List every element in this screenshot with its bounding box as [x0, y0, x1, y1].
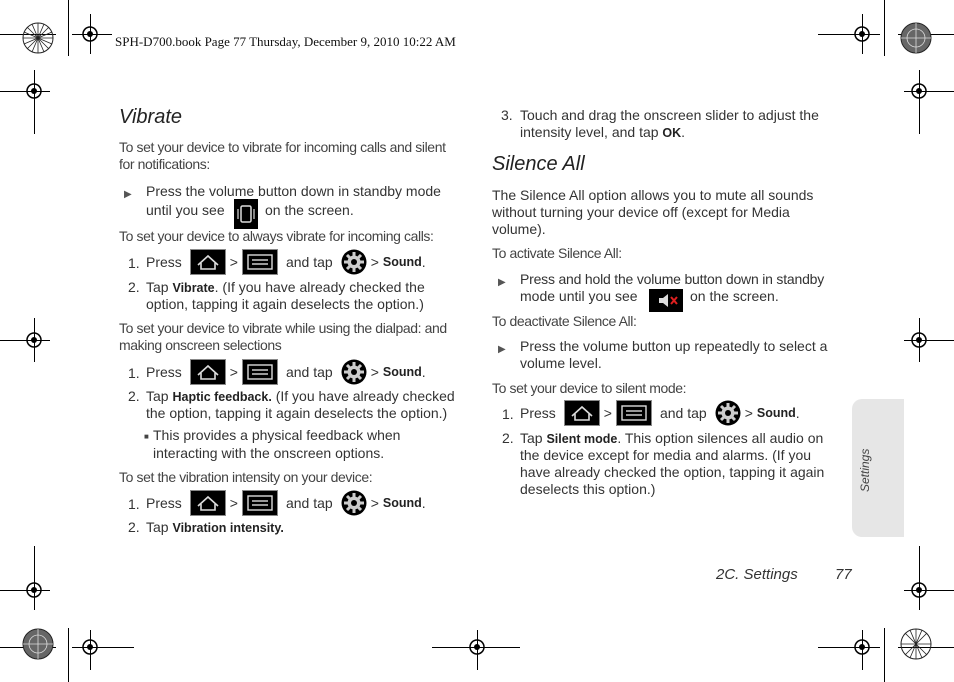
- crosshair-icon: [909, 580, 929, 600]
- vibrate-bullet-line2: until you see: [146, 202, 225, 218]
- greater-than: >: [229, 364, 238, 380]
- deactivate-intro: To deactivate Silence All:: [492, 313, 637, 329]
- step3-line1: Touch and drag the onscreen slider to adjust the: [520, 107, 819, 123]
- home-key-icon: [190, 249, 226, 275]
- always-step2-text: . (If you have already checked the: [214, 279, 425, 295]
- crosshair-icon: [467, 637, 487, 657]
- registration-target-icon: [900, 628, 932, 660]
- crosshair-icon: [852, 637, 872, 657]
- silence-all-title: Silence All: [492, 153, 585, 175]
- activate-bullet-line2: mode until you see: [520, 288, 638, 304]
- tap-label: Tap: [146, 279, 169, 295]
- always-step2-line1: [146, 279, 425, 297]
- home-key-icon: [564, 400, 600, 426]
- period: .: [681, 124, 686, 140]
- silent-mode-label: Silent mode: [546, 432, 618, 446]
- and-tap-label: and tap: [659, 405, 707, 421]
- step-press-label: Press: [146, 495, 182, 511]
- period: .: [795, 405, 800, 421]
- period: .: [421, 364, 426, 380]
- haptic-step-line1: [146, 388, 455, 406]
- haptic-step-line2: the option, tapping it again deselects the option.): [146, 405, 448, 421]
- sound-label: Sound: [382, 255, 422, 269]
- intensity-intro: To set the vibration intensity on your device:: [119, 469, 373, 485]
- and-tap-label: and tap: [285, 495, 333, 511]
- crosshair-icon: [80, 637, 100, 657]
- crosshair-icon: [24, 580, 44, 600]
- step3-text: intensity level, and tap: [520, 124, 659, 140]
- greater-than: >: [370, 495, 379, 511]
- menu-key-icon: [242, 359, 278, 385]
- silent-mode-intro: To set your device to silent mode:: [492, 380, 687, 396]
- settings-gear-icon: [341, 359, 367, 385]
- settings-gear-icon: [715, 400, 741, 426]
- crosshair-icon: [852, 24, 872, 44]
- registration-gray-target-icon: [900, 22, 932, 54]
- step-number: 3.: [501, 107, 513, 123]
- haptic-feedback-label: Haptic feedback.: [172, 390, 272, 404]
- footer-section: 2C. Settings: [716, 566, 798, 583]
- haptic-sub-line1: This provides a physical feedback when: [153, 427, 401, 443]
- crosshair-icon: [24, 330, 44, 350]
- sound-label: Sound: [756, 406, 796, 420]
- silent-step2-line2: the device except for media and alarms. (If you: [520, 447, 812, 463]
- vibrate-bullet-line1: Press the volume button down in standby mode: [146, 183, 441, 199]
- step-number: 1.: [128, 496, 140, 512]
- silent-step2-text: . This option silences all audio on: [617, 430, 824, 446]
- bullet-arrow-icon: ▶: [498, 344, 506, 355]
- tap-label: Tap: [520, 430, 543, 446]
- step-press-home-menu-settings: [520, 400, 800, 426]
- menu-key-icon: [616, 400, 652, 426]
- square-bullet-icon: ■: [144, 432, 149, 441]
- vibrate-option-label: Vibrate: [172, 281, 215, 295]
- step-press-label: Press: [146, 364, 182, 380]
- step-number: 2.: [128, 388, 140, 404]
- step-press-label: Press: [146, 254, 182, 270]
- settings-tab-text: Settings: [858, 448, 872, 492]
- registration-gray-target-icon: [22, 628, 54, 660]
- vibrate-title: Vibrate: [119, 106, 183, 128]
- period: .: [421, 495, 426, 511]
- bullet-arrow-icon: ▶: [498, 277, 506, 288]
- silent-step2-line4: deselects this option.): [520, 481, 656, 497]
- step-press-home-menu-settings: [146, 490, 426, 516]
- step-press-home-menu-settings: [146, 249, 426, 275]
- haptic-sub-line2: interacting with the onscreen options.: [153, 445, 385, 461]
- crosshair-icon: [80, 24, 100, 44]
- silent-step2-line3: have already checked the option, tapping it again: [520, 464, 825, 480]
- silent-step2-line1: [520, 430, 823, 448]
- and-tap-label: and tap: [285, 254, 333, 270]
- greater-than: >: [370, 364, 379, 380]
- settings-gear-icon: [341, 249, 367, 275]
- page-number: 77: [835, 566, 852, 583]
- greater-than: >: [370, 254, 379, 270]
- step-number: 2.: [128, 519, 140, 535]
- step3-line2: [520, 124, 685, 142]
- greater-than: >: [744, 405, 753, 421]
- crosshair-icon: [909, 330, 929, 350]
- activate-bullet-line2-end: on the screen.: [690, 288, 779, 304]
- crosshair-icon: [909, 81, 929, 101]
- silence-all-intro: The Silence All option allows you to mute all sounds without turning your device off (except for Media volume).: [492, 187, 814, 237]
- section-side-tab-label: [856, 440, 876, 500]
- settings-gear-icon: [341, 490, 367, 516]
- always-vibrate-intro: To set your device to always vibrate for incoming calls:: [119, 228, 434, 244]
- activate-intro: To activate Silence All:: [492, 245, 622, 261]
- period: .: [421, 254, 426, 270]
- deactivate-bullet: Press the volume button up repeatedly to select a volume level.: [520, 338, 828, 371]
- step-number: 2.: [128, 279, 140, 295]
- bullet-arrow-icon: ▶: [124, 189, 132, 200]
- greater-than: >: [229, 495, 238, 511]
- muted-speaker-icon: [649, 289, 683, 312]
- dialpad-intro: To set your device to vibrate while using the dialpad: and making onscreen selections: [119, 320, 447, 353]
- vibrate-bullet-line2-end: on the screen.: [265, 202, 354, 218]
- crosshair-icon: [24, 81, 44, 101]
- step-number: 1.: [128, 255, 140, 271]
- vibrate-intro: To set your device to vibrate for incoming calls and silent for notifications:: [119, 139, 446, 172]
- vibrate-status-icon: [234, 199, 258, 229]
- tap-label: Tap: [146, 388, 169, 404]
- haptic-step-text: (If you have already checked: [275, 388, 455, 404]
- registration-target-icon: [22, 22, 54, 54]
- activate-bullet-line1: Press and hold the volume button down in standby: [520, 271, 825, 287]
- always-step2-line2: option, tapping it again deselects the option.): [146, 296, 424, 312]
- menu-key-icon: [242, 249, 278, 275]
- step-number: 1.: [502, 406, 514, 422]
- home-key-icon: [190, 490, 226, 516]
- sound-label: Sound: [382, 365, 422, 379]
- sound-label: Sound: [382, 496, 422, 510]
- step-press-label: Press: [520, 405, 556, 421]
- step-number: 2.: [502, 430, 514, 446]
- greater-than: >: [603, 405, 612, 421]
- intensity-step2: [146, 519, 284, 537]
- and-tap-label: and tap: [285, 364, 333, 380]
- greater-than: >: [229, 254, 238, 270]
- tap-label: Tap: [146, 519, 169, 535]
- home-key-icon: [190, 359, 226, 385]
- step-number: 1.: [128, 365, 140, 381]
- step-press-home-menu-settings: [146, 359, 426, 385]
- vibration-intensity-label: Vibration intensity.: [172, 521, 284, 535]
- book-header: SPH-D700.book Page 77 Thursday, December 9, 2010 10:22 AM: [115, 34, 456, 49]
- menu-key-icon: [242, 490, 278, 516]
- ok-label: OK: [662, 126, 682, 140]
